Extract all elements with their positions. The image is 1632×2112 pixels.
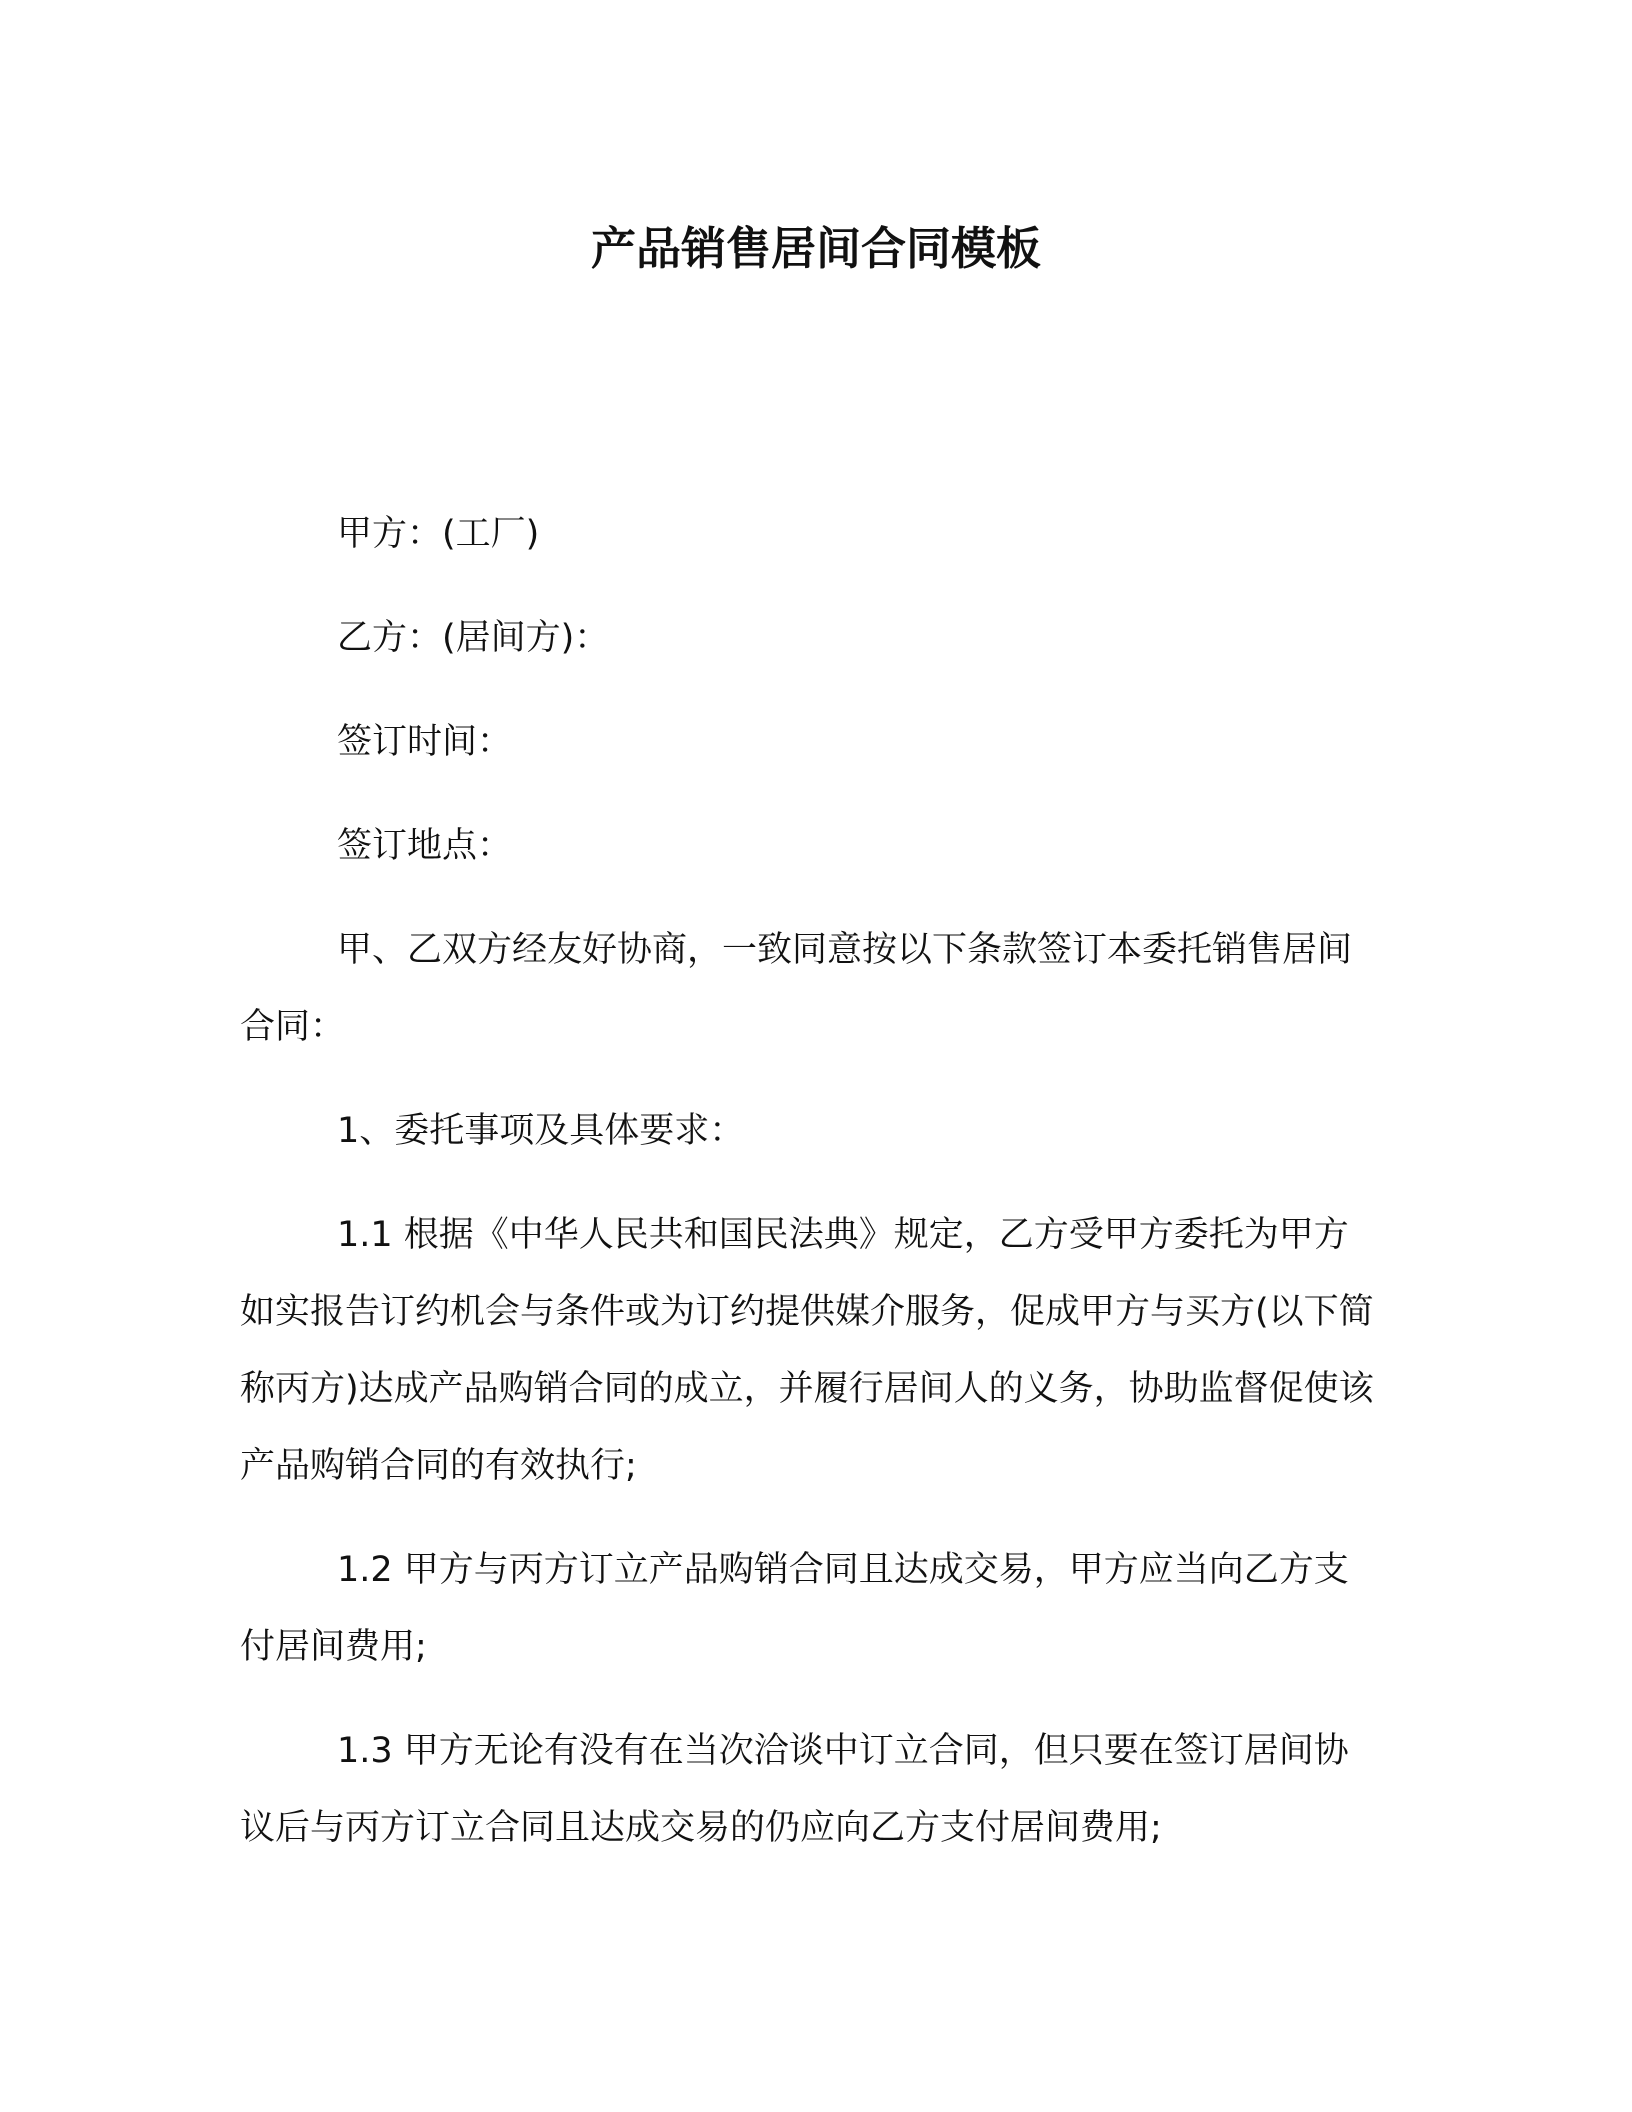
clause-1-1: 1.1 根据《中华人民共和国民法典》规定，乙方受甲方委托为甲方如实报告订约机会与条件或为订约提供媒介服务，促成甲方与买方(以下简称丙方)达成产品购销合同的成立，并履行居间人的义务，协助监督促使该产品购销合同的有效执行; [240,1215,1374,1486]
document-title: 产品销售居间合同模板 [590,222,1041,275]
clause-1-2: 1.2 甲方与丙方订立产品购销合同且达成交易，甲方应当向乙方支付居间费用; [240,1550,1349,1667]
clause-1-3: 1.3 甲方无论有没有在当次洽谈中订立合同，但只要在签订居间协议后与丙方订立合同且达成交易的仍应向乙方支付居间费用; [240,1731,1349,1848]
preamble-paragraph: 甲、乙双方经友好协商，一致同意按以下条款签订本委托销售居间合同： [240,930,1353,1047]
document-body [240,496,1380,1894]
clause-1-heading: 1、委托事项及具体要求： [337,1111,745,1151]
party-b-line: 乙方：(居间方)： [337,618,610,658]
signing-place-line: 签订地点： [337,826,513,866]
signing-time-line: 签订时间： [337,722,513,762]
party-a-line: 甲方：(工厂) [337,514,540,554]
